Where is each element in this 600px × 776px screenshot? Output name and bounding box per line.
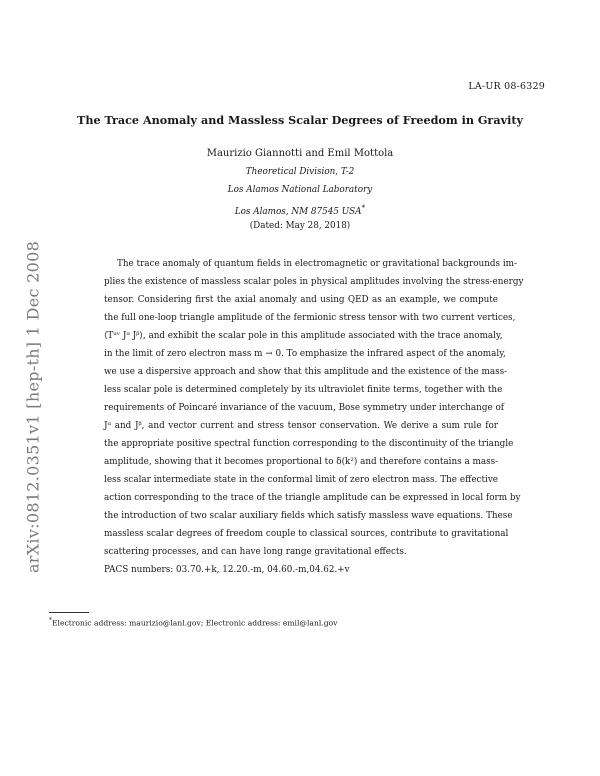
abstract-line: massless scalar degrees of freedom couple to classical sources, contribute to gravitational [104, 529, 509, 539]
footnote-marker: * [49, 617, 52, 624]
authors: Maurizio Giannotti and Emil Mottola [206, 148, 394, 159]
report-number: LA-UR 08-6329 [468, 81, 545, 92]
abstract-line: requirements of Poincaré invariance of the vacuum, Bose symmetry under interchange of [104, 403, 505, 413]
date-line: (Dated: May 28, 2018) [249, 221, 351, 231]
arxiv-stamp: arXiv:0812.0351v1 [hep-th] 1 Dec 2008 [23, 240, 43, 574]
abstract-line: amplitude, showing that it becomes proportional to δ(k²) and therefore contains a mass- [104, 457, 499, 467]
footnote-text: Electronic address: maurizio@lanl.gov; Electronic address: emil@lanl.gov [52, 618, 338, 628]
affiliation-marker: * [361, 203, 366, 212]
abstract-line: The trace anomaly of quantum fields in electromagnetic or gravitational backgrounds im- [117, 259, 517, 269]
pacs-numbers: PACS numbers: 03.70.+k, 12.20.-m, 04.60.-m,04.62.+v [104, 565, 350, 575]
abstract-line: in the limit of zero electron mass m → 0. To emphasize the infrared aspect of the anomaly, [104, 349, 506, 359]
abstract-line: less scalar pole is determined completely by its ultraviolet finite terms, together with the [104, 385, 503, 395]
footnote-divider [49, 612, 89, 613]
affiliation-location [0, 203, 600, 217]
abstract-line: the appropriate positive spectral function corresponding to the discontinuity of the triangle [104, 439, 514, 449]
abstract-line: ⟨Tᵘᵛ Jᵅ Jᵝ⟩, and exhibit the scalar pole in this amplitude associated with the trace anomaly, [104, 331, 503, 341]
abstract-line: action corresponding to the trace of the triangle amplitude can be expressed in local form by [104, 493, 521, 503]
abstract-line: Jᵅ and Jᵝ, and vector current and stress tensor conservation. We derive a sum rule for [104, 421, 498, 431]
abstract-line: the introduction of two scalar auxiliary fields which satisfy massless wave equations. These [104, 511, 513, 521]
abstract-line: plies the existence of massless scalar poles in physical amplitudes involving the stress-energy [104, 277, 524, 287]
footnote [49, 617, 337, 628]
abstract [104, 255, 524, 561]
affiliation-lab: Los Alamos National Laboratory [227, 185, 373, 195]
affiliation-division: Theoretical Division, T-2 [245, 167, 355, 177]
abstract-line: scattering processes, and can have long range gravitational effects. [104, 547, 407, 557]
paper-title: The Trace Anomaly and Massless Scalar Degrees of Freedom in Gravity [77, 113, 523, 127]
abstract-line: less scalar intermediate state in the conformal limit of zero electron mass. The effective [104, 475, 498, 485]
abstract-line: we use a dispersive approach and show that this amplitude and the existence of the mass- [104, 367, 508, 377]
affiliation-location-text: Los Alamos, NM 87545 USA [234, 206, 362, 217]
abstract-line: the full one-loop triangle amplitude of the fermionic stress tensor with two current vertices, [104, 313, 516, 323]
abstract-line: tensor. Considering first the axial anomaly and using QED as an example, we compute [104, 295, 498, 305]
